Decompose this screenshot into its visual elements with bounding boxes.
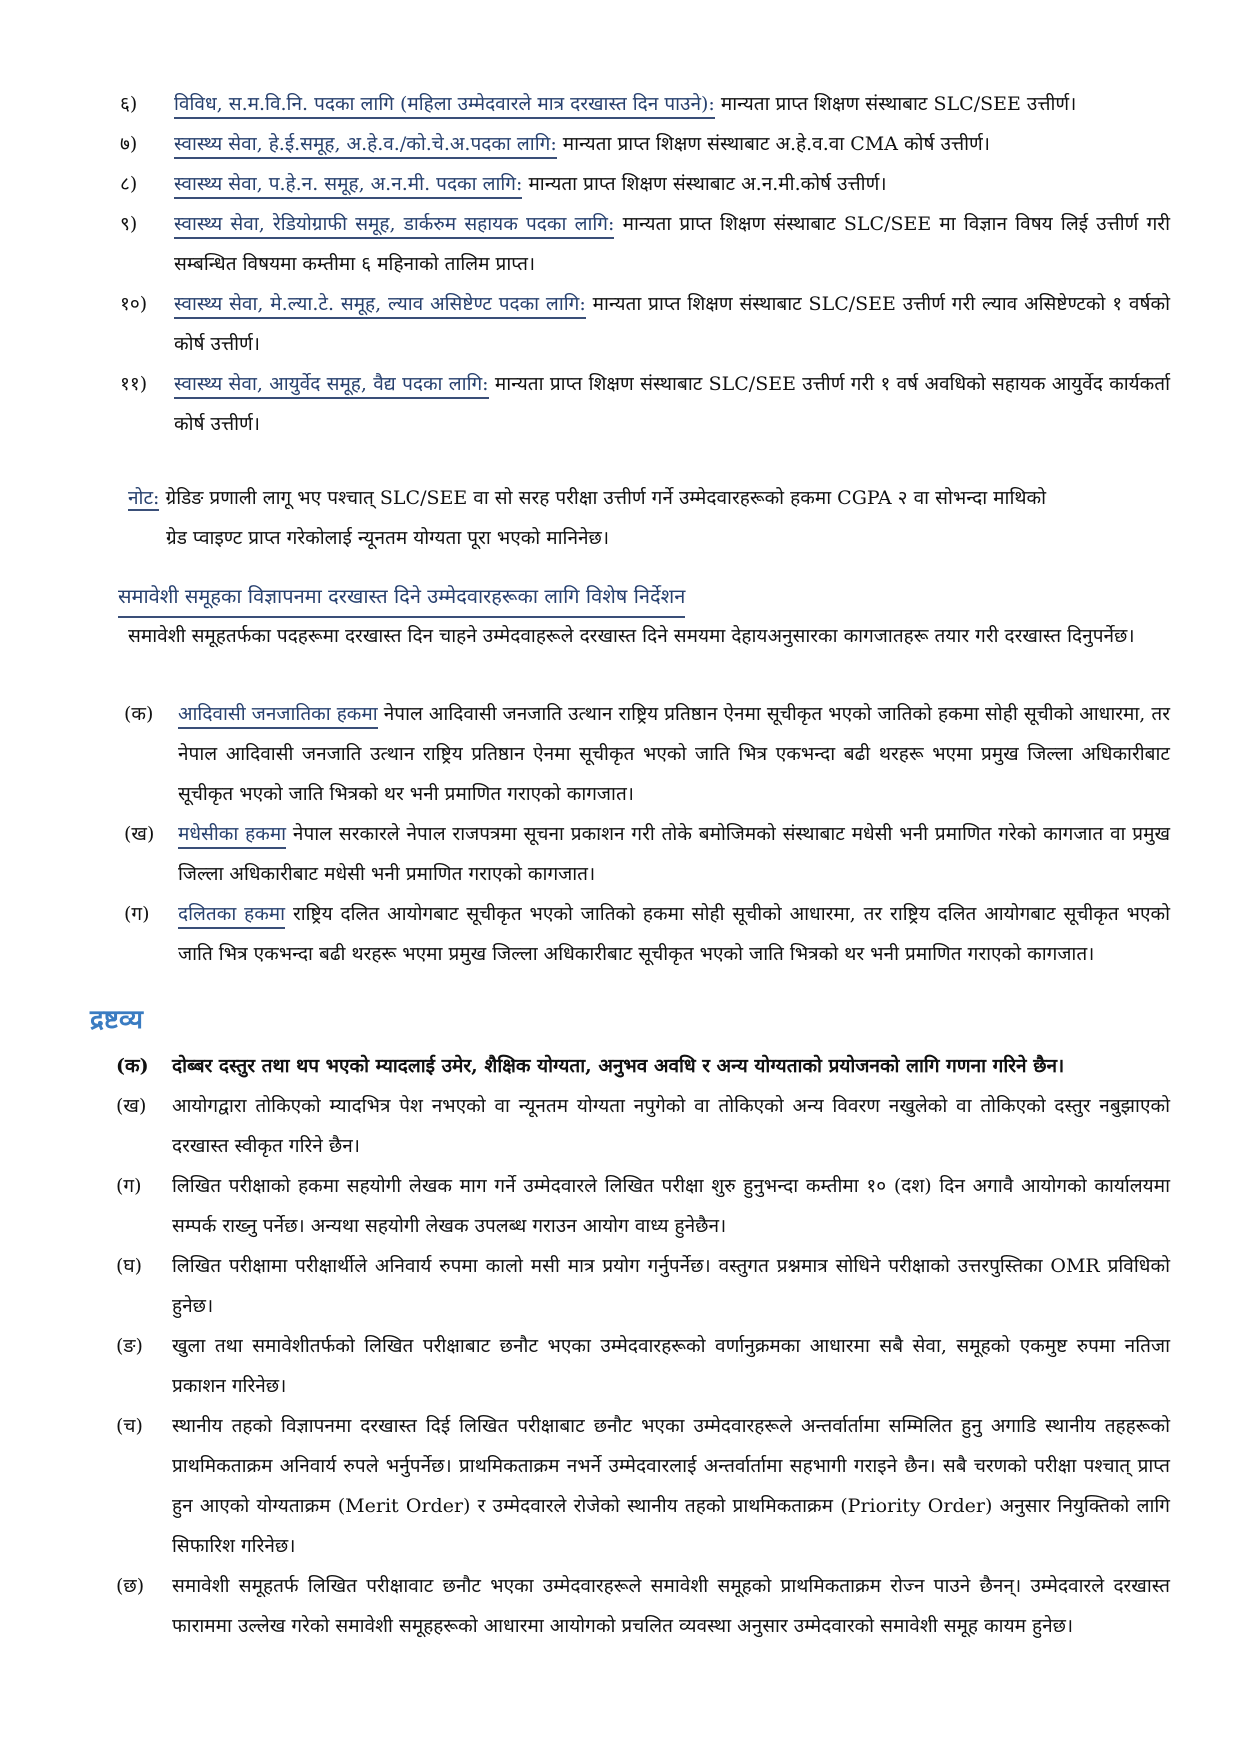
note-item [116,1566,1170,1646]
item-text: लिखित परीक्षामा परीक्षार्थीले अनिवार्य रुपमा कालो मसी मात्र प्रयोग गर्नुपर्नेछ। वस्तुगत प्रश्नमात्र सोधिने परीक्षाको उत्तरपुस्तिका OMR प्रविधिको हुनेछ। [172,1255,1170,1317]
item-number: (ख) [116,1095,147,1117]
item-number: ८) [120,173,138,195]
item-number: (ख) [124,823,155,845]
item-heading: मधेसीका हकमा [178,823,286,849]
note-item [116,1246,1170,1326]
qualification-list [120,84,1170,444]
item-text: स्थानीय तहको विज्ञापनमा दरखास्त दिई लिखित परीक्षाबाट छनौट भएका उम्मेदवारहरूले अन्तर्वार्तामा सम्मिलित हुनु अगाडि स्थानीय तहहरूको प्राथमिकताक्रम अनिवार्य रुपले भर्नुपर्नेछ। प्राथमिकताक्रम नभर्ने उम्मेदवारलाई अन्तर्वार्तामा सहभागी गराइने छैन। सबै चरणको परीक्षा पश्चात् प्राप्त हुन आएको योग्यताक्रम (Merit Order) र उम्मेदवारले रोजेको स्थानीय तहको प्राथमिकताक्रम (Priority Order) अनुसार नियुक्तिको लागि सिफारिश गरिनेछ। [172,1415,1170,1557]
item-text: आयोगद्वारा तोकिएको म्यादभित्र पेश नभएको वा न्यूनतम योग्यता नपुगेको वा तोकिएको अन्य विवरण नखुलेको वा तोकिएको दस्तुर नबुझाएको दरखास्त स्वीकृत गरिने छैन। [172,1095,1170,1157]
item-text: मान्यता प्राप्त शिक्षण संस्थाबाट SLC/SEE मा विज्ञान विषय लिई उत्तीर्ण गरी सम्बन्धित विषयमा कम्तीमा ६ महिनाको तालिम प्राप्त। [174,213,1171,275]
item-text: मान्यता प्राप्त शिक्षण संस्थाबाट अ.न.मी.कोर्ष उत्तीर्ण। [522,173,887,195]
item-heading: स्वास्थ्य सेवा, प.हे.न. समूह, अ.न.मी. पदका लागि: [174,173,522,199]
item-heading: स्वास्थ्य सेवा, आयुर्वेद समूह, वैद्य पदका लागि: [174,373,489,399]
item-text: मान्यता प्राप्त शिक्षण संस्थाबाट SLC/SEE उत्तीर्ण गरी १ वर्ष अवधिको सहायक आयुर्वेद कार्यकर्ता कोर्ष उत्तीर्ण। [174,373,1170,435]
item-heading: स्वास्थ्य सेवा, हे.ई.समूह, अ.हे.व./को.चे.अ.पदका लागि: [174,133,557,159]
note-item [116,1406,1170,1566]
grading-note [128,478,1170,558]
item-text: मान्यता प्राप्त शिक्षण संस्थाबाट SLC/SEE उत्तीर्ण। [714,93,1077,115]
item-text: मान्यता प्राप्त शिक्षण संस्थाबाट अ.हे.व.वा CMA कोर्ष उत्तीर्ण। [556,133,990,155]
notes-list [116,1046,1170,1646]
inclusive-section-title: समावेशी समूहका विज्ञापनमा दरखास्त दिने उम्मेदवारहरूका लागि विशेष निर्देशन [118,578,685,618]
item-text: नेपाल आदिवासी जनजाति उत्थान राष्ट्रिय प्रतिष्ठान ऐनमा सूचीकृत भएको जातिको हकमा सोही सूचीको आधारमा, तर नेपाल आदिवासी जनजाति उत्थान राष्ट्रिय प्रतिष्ठान ऐनमा सूचीकृत भएको जाति भित्र एकभन्दा बढी थरहरू भएमा प्रमुख जिल्ला अधिकारीबाट सूचीकृत भएको जाति भित्रको थर भनी प्रमाणित गराएको कागजात। [178,703,1171,805]
item-text: समावेशी समूहतर्फ लिखित परीक्षावाट छनौट भएका उम्मेदवारहरूले समावेशी समूहको प्राथमिकताक्रम रोज्न पाउने छैनन्। उम्मेदवारले दरखास्त फाराममा उल्लेख गरेको समावेशी समूहहरूको आधारमा आयोगको प्रचलित व्यवस्था अनुसार उम्मेदवारको समावेशी समूह कायम हुनेछ। [172,1575,1170,1637]
item-number: (ङ) [116,1335,143,1357]
inclusive-item [124,894,1170,974]
note-continuation: ग्रेड प्वाइण्ट प्राप्त गरेकोलाई न्यूनतम योग्यता पूरा भएको मानिनेछ। [166,527,610,549]
item-number: (क) [124,703,154,725]
item-number: (छ) [116,1575,145,1597]
note-item [116,1086,1170,1166]
qualification-item [120,164,1170,204]
inclusive-intro: समावेशी समूहतर्फका पदहरूमा दरखास्त दिन चाहने उम्मेदवाहरूले दरखास्त दिने समयमा देहायअनुसारका कागजातहरू तयार गरी दरखास्त दिनुपर्नेछ। [128,625,1135,647]
item-heading: स्वास्थ्य सेवा, मे.ल्या.टे. समूह, ल्याव असिष्टेण्ट पदका लागि: [174,293,586,319]
item-number: १०) [120,293,148,315]
inclusive-item [124,694,1170,814]
item-text: खुला तथा समावेशीतर्फको लिखित परीक्षाबाट छनौट भएका उम्मेदवारहरूको वर्णानुक्रमका आधारमा सबै सेवा, समूहको एकमुष्ट रुपमा नतिजा प्रकाशन गरिनेछ। [172,1335,1170,1397]
item-heading: आदिवासी जनजातिका हकमा [178,703,378,729]
inclusive-item [124,814,1170,894]
qualification-item [120,284,1170,364]
item-number: (ग) [116,1175,142,1197]
qualification-item [120,84,1170,124]
item-heading: विविध, स.म.वि.नि. पदका लागि (महिला उम्मेदवारले मात्र दरखास्त दिन पाउने): [174,93,715,119]
qualification-item [120,124,1170,164]
item-text: मान्यता प्राप्त शिक्षण संस्थाबाट SLC/SEE उत्तीर्ण गरी ल्याव असिष्टेण्टको १ वर्षको कोर्ष उत्तीर्ण। [174,293,1170,355]
item-heading: स्वास्थ्य सेवा, रेडियोग्राफी समूह, डार्करुम सहायक पदका लागि: [174,213,614,239]
item-number: (घ) [116,1255,143,1277]
item-text: नेपाल सरकारले नेपाल राजपत्रमा सूचना प्रकाशन गरी तोके बमोजिमको संस्थाबाट मधेसी भनी प्रमाणित गरेको कागजात वा प्रमुख जिल्ला अधिकारीबाट मधेसी भनी प्रमाणित गराएको कागजात। [178,823,1170,885]
item-text: दोब्बर दस्तुर तथा थप भएको म्यादलाई उमेर, शैक्षिक योग्यता, अनुभव अवधि र अन्य योग्यताको प्रयोजनको लागि गणना गरिने छैन। [172,1055,1065,1077]
item-number: ७) [120,133,138,155]
notes-section-title: द्रष्टव्य [90,1005,143,1035]
note-item [116,1046,1170,1086]
qualification-item [120,204,1170,284]
note-item [116,1166,1170,1246]
item-number: ११) [120,373,148,395]
item-heading: दलितका हकमा [178,903,285,929]
qualification-item [120,364,1170,444]
note-item [116,1326,1170,1406]
item-number: (च) [116,1415,143,1437]
note-text: ग्रेडिङ प्रणाली लागू भए पश्चात् SLC/SEE वा सो सरह परीक्षा उत्तीर्ण गर्ने उम्मेदवारहरूको हकमा CGPA २ वा सोभन्दा माथिको [159,487,1047,509]
item-text: लिखित परीक्षाको हकमा सहयोगी लेखक माग गर्ने उम्मेदवारले लिखित परीक्षा शुरु हुनुभन्दा कम्तीमा १० (दश) दिन अगावै आयोगको कार्यालयमा सम्पर्क राख्नु पर्नेछ। अन्यथा सहयोगी लेखक उपलब्ध गराउन आयोग वाध्य हुनेछैन। [172,1175,1170,1237]
item-number: (क) [116,1055,149,1077]
note-label: नोट: [128,487,160,509]
item-number: ६) [120,93,138,115]
item-number: ९) [120,213,138,235]
inclusive-list [124,694,1170,974]
item-text: राष्ट्रिय दलित आयोगबाट सूचीकृत भएको जातिको हकमा सोही सूचीको आधारमा, तर राष्ट्रिय दलित आयोगबाट सूचीकृत भएको जाति भित्र एकभन्दा बढी थरहरू भएमा प्रमुख जिल्ला अधिकारीबाट सूचीकृत भएको जाति भित्रको थर भनी प्रमाणित गराएको कागजात। [178,903,1170,965]
item-number: (ग) [124,903,150,925]
